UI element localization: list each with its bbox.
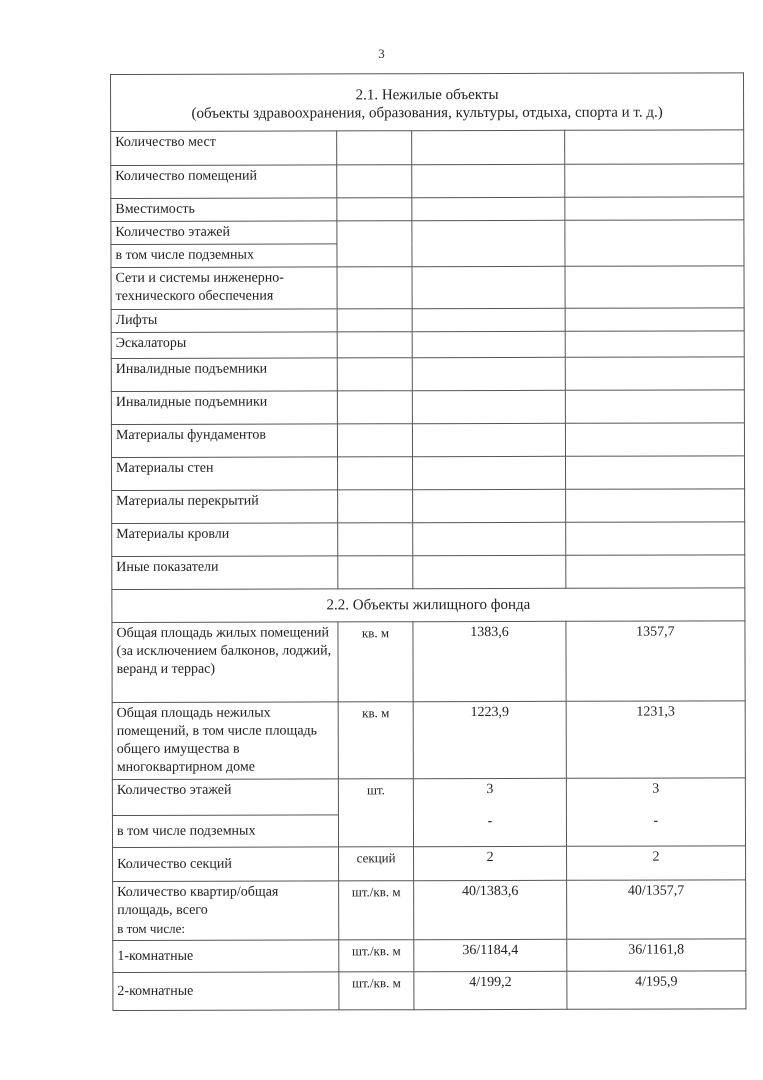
value-cell-1: 36/1184,4 xyxy=(414,939,567,971)
row-label: Материалы кровли xyxy=(112,523,338,557)
row-label: Инвалидные подъемники xyxy=(111,391,337,425)
object-characteristics-table xyxy=(110,72,746,1011)
unit-cell xyxy=(337,424,412,457)
section-21-title: 2.1. Нежилые объекты xyxy=(355,86,499,104)
row-label-sub: в том числе: xyxy=(117,920,186,936)
table-row xyxy=(113,971,746,1011)
value-cell-1 xyxy=(414,778,567,846)
row-label: Количество квартир/общая площадь, всего xyxy=(117,884,279,918)
table-row xyxy=(112,555,745,590)
table-row xyxy=(111,423,744,458)
value-cell-2 xyxy=(565,308,744,331)
table-row xyxy=(111,266,744,310)
row-label: 2-комнатные xyxy=(113,972,339,1011)
row-label: Вместимость xyxy=(111,198,337,222)
value-cell-1 xyxy=(412,130,565,164)
unit-cell xyxy=(337,131,412,165)
table-row xyxy=(111,164,744,199)
table-row xyxy=(111,308,744,333)
row-label: Количество помещений xyxy=(111,165,337,199)
value-cell-2: 4/195,9 xyxy=(567,971,746,1009)
row-label: Иные показатели xyxy=(112,556,338,590)
row-label-cell xyxy=(113,881,339,941)
value-cell-1 xyxy=(413,390,566,423)
table-row xyxy=(112,621,745,703)
unit-cell xyxy=(337,221,412,267)
row-label: Материалы перекрытий xyxy=(112,490,338,524)
value-floors: 3 xyxy=(652,781,660,797)
unit-cell xyxy=(338,523,413,556)
value-cell-2 xyxy=(564,130,743,164)
unit-cell: шт./кв. м xyxy=(339,972,414,1010)
row-label: Инвалидные подъемники xyxy=(111,358,337,392)
table-row xyxy=(111,220,744,245)
value-cell-1: 2 xyxy=(414,846,567,880)
section-22-header-row xyxy=(112,588,745,623)
table-row xyxy=(112,701,745,780)
value-cell-2 xyxy=(565,489,744,522)
row-label: Лифты xyxy=(111,309,337,333)
value-cell-2: 36/1161,8 xyxy=(567,939,746,971)
section-21-header xyxy=(111,73,744,132)
unit-cell xyxy=(337,198,412,221)
value-cell-1 xyxy=(413,489,566,522)
unit-cell xyxy=(337,267,412,309)
unit-cell xyxy=(337,358,412,391)
unit-cell: кв. м xyxy=(338,622,414,702)
table-row xyxy=(112,522,745,557)
value-cell-2: 40/1357,7 xyxy=(566,880,745,939)
value-cell-2 xyxy=(565,357,744,390)
value-cell-2 xyxy=(566,555,745,588)
unit-cell: шт. xyxy=(338,779,413,847)
table-row xyxy=(111,331,744,359)
value-cell-2 xyxy=(565,456,744,489)
value-cell-2 xyxy=(565,423,744,456)
unit-cell: секций xyxy=(338,847,413,881)
table-row xyxy=(111,197,744,222)
unit-cell xyxy=(337,490,412,523)
value-floors: 3 xyxy=(486,781,494,798)
row-label: Количество секций xyxy=(113,847,339,882)
value-cell-1 xyxy=(412,220,565,266)
row-label: Сети и системы инженерно-технического обеспечения xyxy=(111,267,337,310)
value-cell-1: 40/1383,6 xyxy=(414,880,567,939)
value-cell-1 xyxy=(413,456,566,489)
value-cell-1 xyxy=(413,423,566,456)
value-cell-2: 1231,3 xyxy=(566,701,745,778)
unit-cell xyxy=(337,457,412,490)
value-cell-1 xyxy=(412,308,565,331)
table-row xyxy=(111,390,744,425)
value-cell-2 xyxy=(566,522,745,555)
unit-cell: шт./кв. м xyxy=(339,881,414,940)
value-cell-2 xyxy=(565,266,744,308)
row-label: Общая площадь жилых помещений (за исключением балконов, лоджий, веранд и террас) xyxy=(112,622,338,703)
table-row xyxy=(113,939,746,973)
row-label: 1-комнатные xyxy=(113,940,339,973)
value-cell-1 xyxy=(412,266,565,308)
value-cell-2 xyxy=(565,164,744,197)
value-underground: - xyxy=(653,813,659,829)
value-cell-1: 1223,9 xyxy=(413,701,566,778)
value-cell-2 xyxy=(566,778,745,846)
section-22-title: 2.2. Объекты жилищного фонда xyxy=(112,588,745,623)
row-label: Количество мест xyxy=(111,131,337,166)
unit-cell xyxy=(337,309,412,332)
row-label: Общая площадь нежилых помещений, в том числе площадь общего имущества в многоквартирном доме xyxy=(112,702,338,780)
row-label: Материалы стен xyxy=(112,457,338,491)
table-row xyxy=(111,130,744,166)
row-label: Количество этажей xyxy=(112,779,338,816)
value-underground: - xyxy=(487,814,493,830)
unit-cell: шт./кв. м xyxy=(339,940,414,972)
value-cell-1 xyxy=(412,331,565,357)
row-label: Эскалаторы xyxy=(111,332,337,359)
row-label: Количество этажей xyxy=(111,221,337,245)
table-row xyxy=(112,778,745,816)
table-row xyxy=(112,456,745,491)
unit-cell xyxy=(337,332,412,358)
value-cell-1 xyxy=(413,522,566,555)
table-row xyxy=(112,489,745,524)
value-cell-2 xyxy=(565,220,744,266)
value-cell-2 xyxy=(565,390,744,423)
value-cell-1 xyxy=(412,197,565,220)
table-row xyxy=(111,357,744,392)
value-cell-2 xyxy=(565,197,744,220)
section-21-subtitle: (объекты здравоохранения, образования, культуры, отдыха, спорта и т. д.) xyxy=(191,104,663,122)
row-label: в том числе подземных xyxy=(111,244,337,268)
unit-cell xyxy=(337,165,412,198)
row-label: Материалы фундаментов xyxy=(111,424,337,458)
value-cell-1 xyxy=(413,555,566,588)
value-cell-2 xyxy=(565,331,744,357)
value-cell-2: 2 xyxy=(566,846,745,880)
table-row xyxy=(113,880,746,941)
value-cell-2: 1357,7 xyxy=(566,621,745,701)
value-cell-1: 1383,6 xyxy=(413,621,566,701)
value-cell-1 xyxy=(412,357,565,390)
row-label: в том числе подземных xyxy=(112,815,338,848)
section-21-header-row xyxy=(111,73,744,132)
unit-cell: кв. м xyxy=(338,702,413,779)
value-cell-1: 4/199,2 xyxy=(414,971,567,1009)
value-cell-1 xyxy=(412,164,565,197)
unit-cell xyxy=(338,556,413,589)
page-number: 3 xyxy=(378,46,385,61)
unit-cell xyxy=(337,391,412,424)
table-row xyxy=(113,846,746,882)
